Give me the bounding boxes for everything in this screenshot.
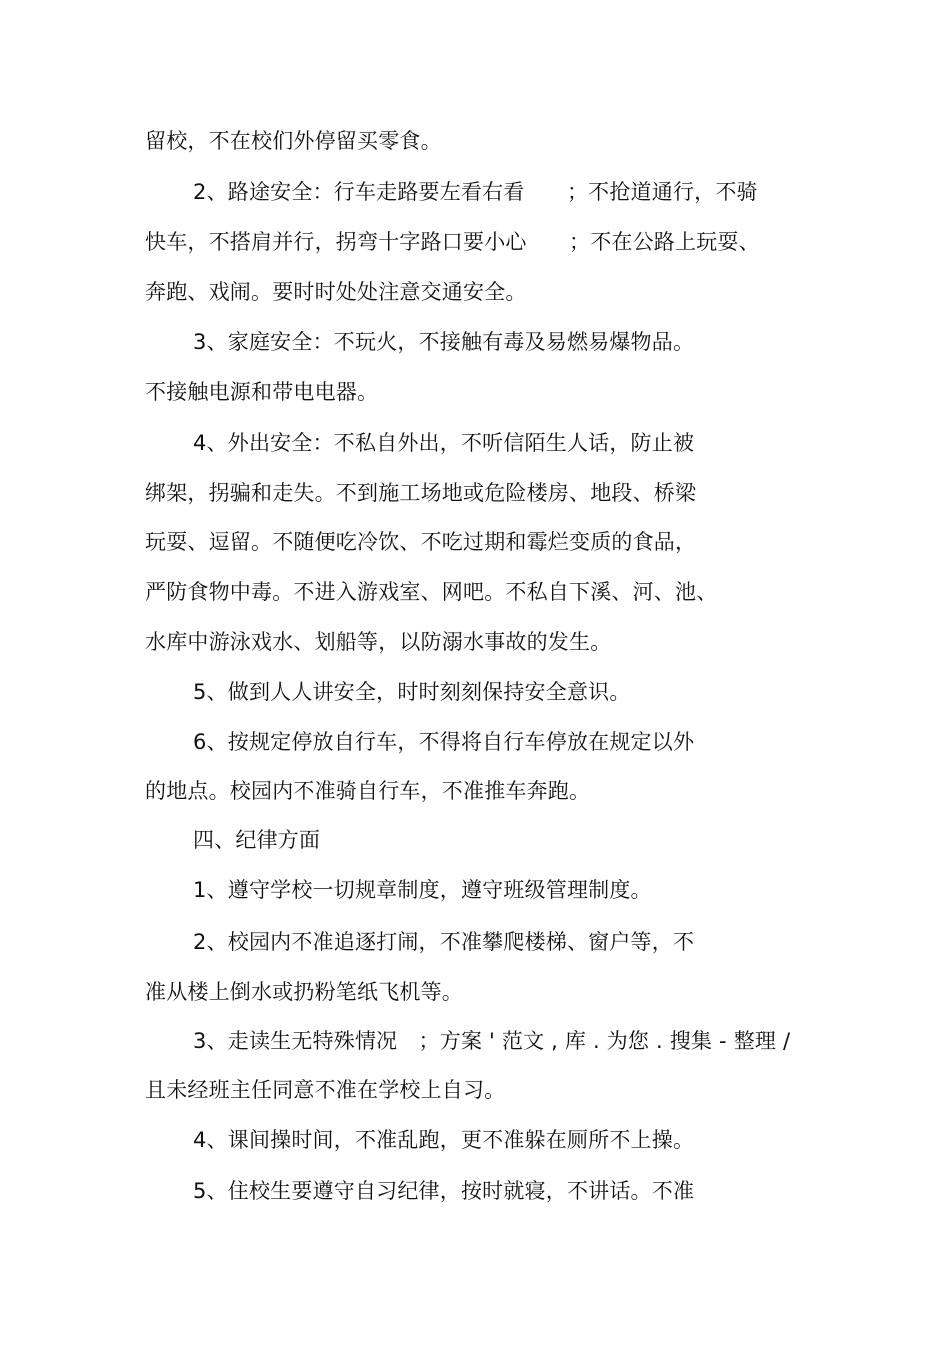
text-line: 快车，不搭肩并行，拐弯十字路口要小心 ；不在公路上玩耍、 xyxy=(145,230,760,254)
text-line: 4、外出安全：不私自外出，不听信陌生人话，防止被 xyxy=(193,431,695,455)
text-line: 绑架，拐骗和走失。不到施工场地或危险楼房、地段、桥梁 xyxy=(145,481,697,505)
text-line: 4、课间操时间，不准乱跑，更不准躲在厕所不上操。 xyxy=(193,1128,695,1152)
text-line: 6、按规定停放自行车，不得将自行车停放在规定以外 xyxy=(193,730,695,754)
text-line: 3、走读生无特殊情况 ；方案 ' 范文 , 库 . 为您 . 搜集 - 整理 / xyxy=(193,1029,791,1053)
text-line: 的地点。校园内不准骑自行车，不准推车奔跑。 xyxy=(145,779,591,803)
text-line: 玩耍、逗留。不随便吃冷饮、不吃过期和霉烂变质的食品， xyxy=(145,530,697,554)
text-line: 1、遵守学校一切规章制度，遵守班级管理制度。 xyxy=(193,878,652,902)
text-line: 严防食物中毒。不进入游戏室、网吧。不私自下溪、河、池、 xyxy=(145,580,718,604)
text-line: 水库中游泳戏水、划船等，以防溺水事故的发生。 xyxy=(145,630,612,654)
text-line: 5、做到人人讲安全，时时刻刻保持安全意识。 xyxy=(193,680,631,704)
text-line: 准从楼上倒水或扔粉笔纸飞机等。 xyxy=(145,980,463,1004)
text-line: 2、校园内不准追逐打闹，不准攀爬楼梯、窗户等，不 xyxy=(193,930,695,954)
text-line: 奔跑、戏闹。要时时处处注意交通安全。 xyxy=(145,280,527,304)
text-line: 5、住校生要遵守自习纪律，按时就寝，不讲话。不准 xyxy=(193,1179,695,1203)
text-line: 不接触电源和带电电器。 xyxy=(145,380,379,404)
text-line: 且未经班主任同意不准在学校上自习。 xyxy=(145,1078,506,1102)
section-heading: 四、纪律方面 xyxy=(193,828,321,852)
text-line: 留校，不在校们外停留买零食。 xyxy=(145,129,442,153)
text-line: 3、家庭安全：不玩火，不接触有毒及易燃易爆物品。 xyxy=(193,330,695,354)
text-line: 2、路途安全：行车走路要左看右看 ；不抢道通行，不骑 xyxy=(193,180,758,204)
